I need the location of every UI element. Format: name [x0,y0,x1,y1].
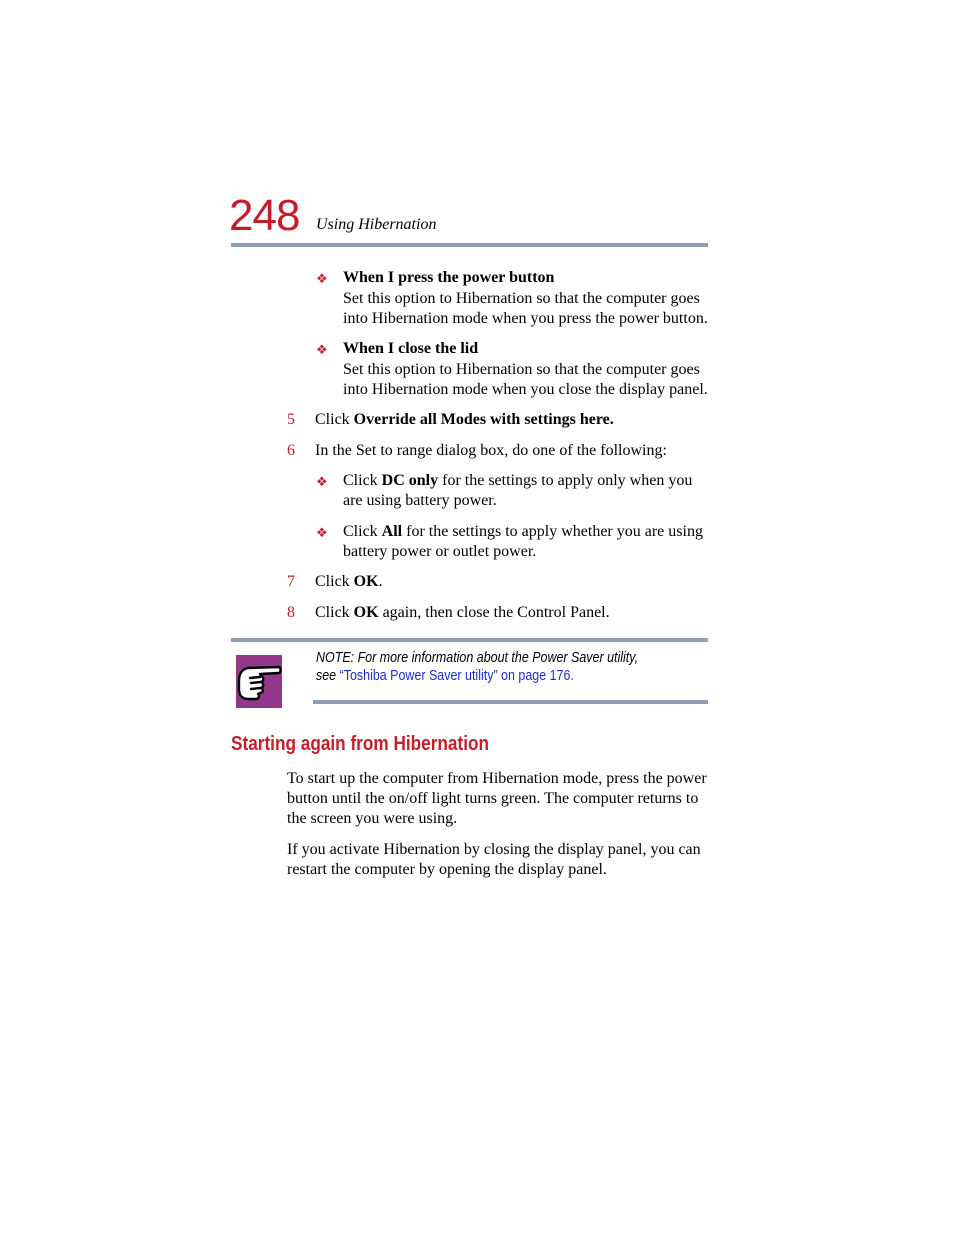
bullet-text-line: Set this option to Hibernation so that the computer goes [343,290,700,307]
bullet-text-line: into Hibernation mode when you close the display panel. [343,381,708,398]
bullet-text-post: for the settings to apply whether you are using [402,523,703,540]
step-text-post: again, then close the Control Panel. [378,604,610,621]
bullet-title: When I press the power button [343,269,555,286]
note-bottom-rule [313,700,708,704]
step-text [315,410,614,431]
bullet-icon: ❖ [316,525,328,540]
page-number: 248 [229,191,300,240]
section-heading: Starting again from Hibernation [231,733,490,755]
paragraph-line: the screen you were using. [287,810,458,827]
note-line-2 [316,668,638,686]
step-text [315,603,610,624]
bullet-icon: ❖ [316,474,328,489]
bullet-text-line [343,522,703,543]
step-number: 8 [287,604,295,621]
step-text-bold: OK [353,573,379,590]
bullet-title: When I close the lid [343,340,479,357]
pointing-hand-icon-graphic [236,655,282,708]
paragraph-line: restart the computer by opening the display panel. [287,861,607,878]
bullet-text-bold: DC only [381,472,439,489]
bullet-text-line: Set this option to Hibernation so that the computer goes [343,361,700,378]
note-top-rule [231,638,708,642]
running-title: Using Hibernation [316,216,437,233]
bullet-text-pre: Click [343,472,382,489]
bullet-text-pre: Click [343,523,382,540]
note-line-1: NOTE: For more information about the Power Saver utility, [316,650,639,666]
step-number: 6 [287,442,295,459]
step-text [315,572,383,593]
bullet-text-line: into Hibernation mode when you press the power button. [343,310,708,327]
cross-reference-link[interactable]: “Toshiba Power Saver utility” on page 176. [339,667,574,684]
bullet-text-post: for the settings to apply only when you [438,472,693,489]
bullet-text-bold: All [381,523,403,540]
step-text-pre: Click [315,573,354,590]
note-text [316,650,638,685]
bullet-text-line [343,471,692,492]
bullet-icon: ❖ [316,271,328,286]
bullet-text-line: are using battery power. [343,492,497,509]
step-text-pre: Click [315,411,354,428]
step-text: In the Set to range dialog box, do one of the following: [315,442,667,459]
bullet-text-line: battery power or outlet power. [343,543,537,560]
step-text-pre: Click [315,604,354,621]
note-line-2-pre: see [316,667,340,684]
bullet-icon: ❖ [316,342,328,357]
step-text-bold: Override all Modes with settings here. [353,411,614,428]
pointing-hand-icon [236,655,282,708]
header-rule [231,243,708,247]
step-number: 7 [287,573,295,590]
paragraph-line: button until the on/off light turns green. The computer returns to [287,790,699,807]
step-text-bold: OK [353,604,379,621]
paragraph-line: To start up the computer from Hibernation mode, press the power [287,770,707,787]
paragraph-line: If you activate Hibernation by closing the display panel, you can [287,841,701,858]
step-text-post: . [378,573,383,590]
step-number: 5 [287,411,295,428]
